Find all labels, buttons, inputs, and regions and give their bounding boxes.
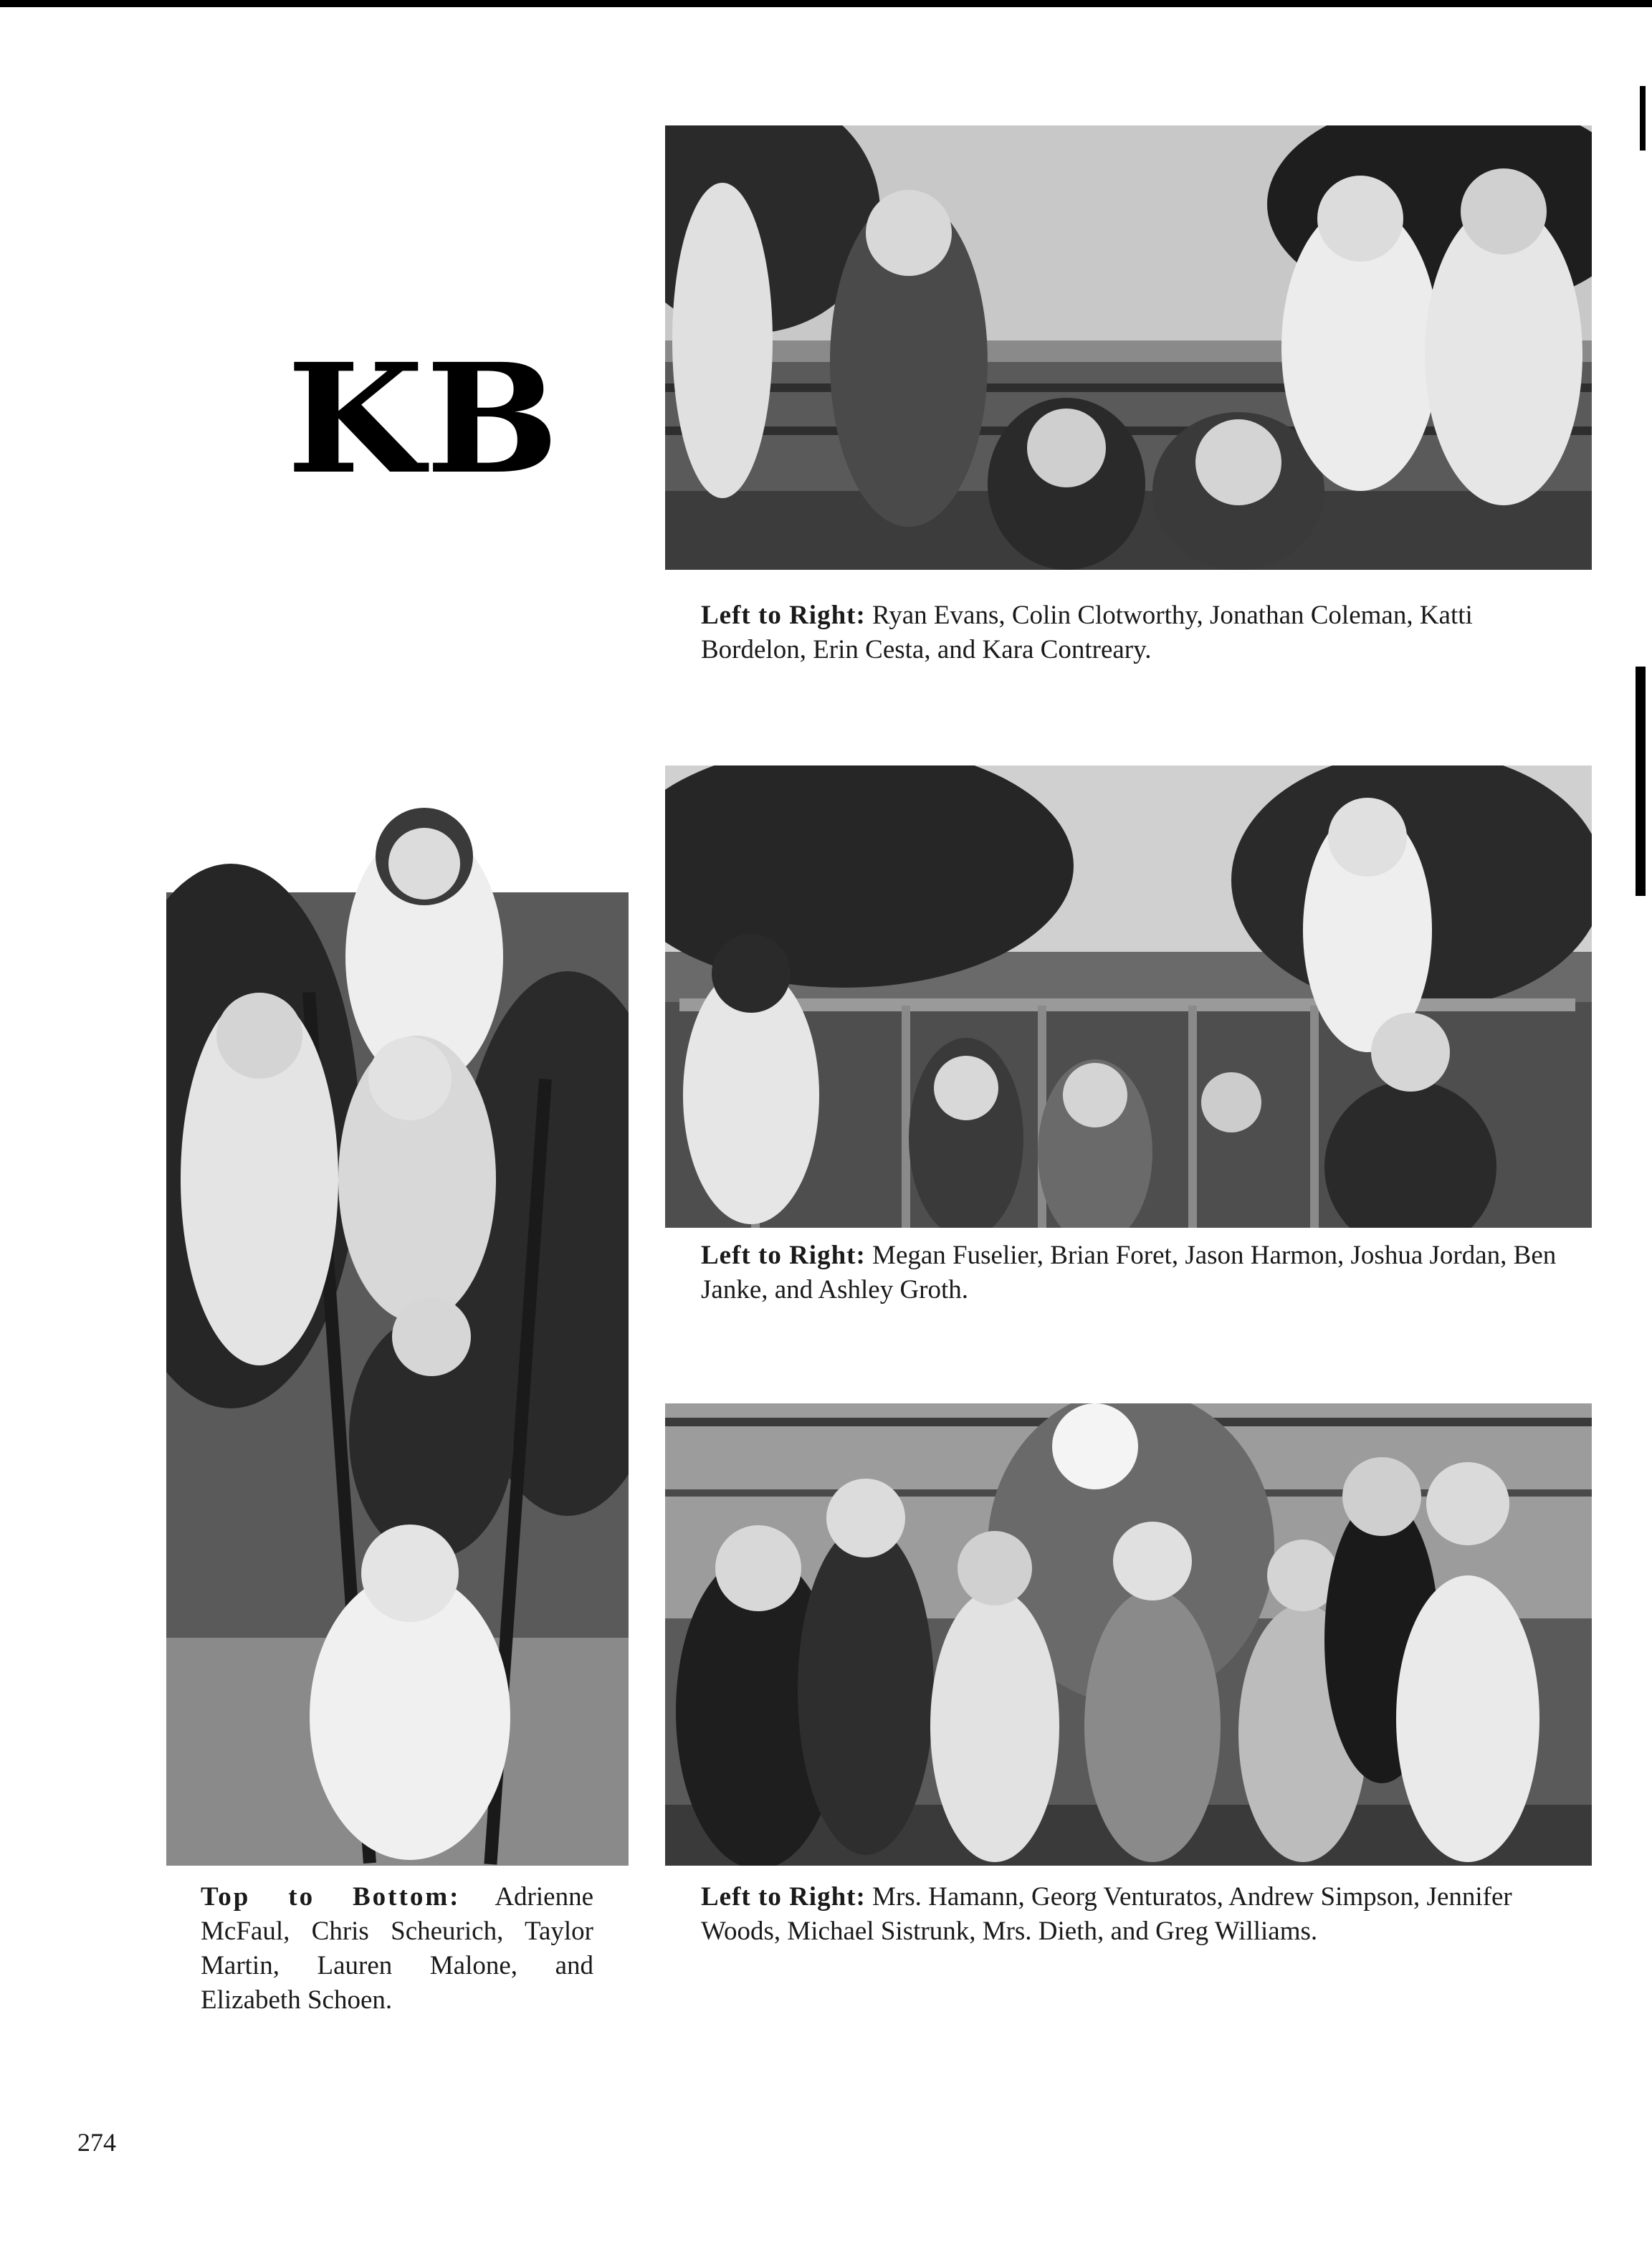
photo-4-caption [201, 1880, 593, 2018]
photo-4-caption-lead: Top to Bottom: [201, 1882, 461, 1912]
class-photo-4 [166, 778, 629, 1866]
class-photo-4-image [166, 778, 629, 1866]
class-photo-3 [665, 1403, 1592, 1866]
page-top-border [0, 0, 1652, 7]
photo-3-caption-names: Mrs. Hamann, Georg Venturatos, Andrew Simpson, Jennifer Woods, Michael Sistrunk, Mrs. Dieth, and Greg Williams. [701, 1882, 1512, 1946]
photo-3-caption-lead: Left to Right: [701, 1882, 866, 1912]
page-edge-mark [1640, 86, 1646, 151]
page-title: KB [287, 330, 561, 507]
page-edge-mark [1636, 667, 1646, 896]
class-photo-3-image [665, 1403, 1592, 1866]
photo-2-caption-names: Megan Fuselier, Brian Foret, Jason Harmon, Joshua Jordan, Ben Janke, and Ashley Groth. [701, 1241, 1557, 1304]
class-photo-1-image [665, 125, 1592, 570]
photo-1-caption [701, 598, 1561, 667]
photo-2-caption [701, 1239, 1561, 1307]
class-photo-2-image [665, 765, 1592, 1228]
page-number: 274 [77, 2128, 116, 2157]
photo-2-caption-lead: Left to Right: [701, 1241, 866, 1270]
class-photo-2 [665, 765, 1592, 1228]
photo-1-caption-lead: Left to Right: [701, 601, 866, 630]
photo-4-caption-names: Adrienne McFaul, Chris Scheurich, Taylor Martin, Lauren Malone, and Elizabeth Schoen. [201, 1882, 593, 2015]
photo-3-caption [701, 1880, 1561, 1949]
class-photo-1 [665, 125, 1592, 570]
photo-1-caption-names: Ryan Evans, Colin Clotworthy, Jonathan Coleman, Katti Bordelon, Erin Cesta, and Kara Contreary. [701, 601, 1473, 664]
